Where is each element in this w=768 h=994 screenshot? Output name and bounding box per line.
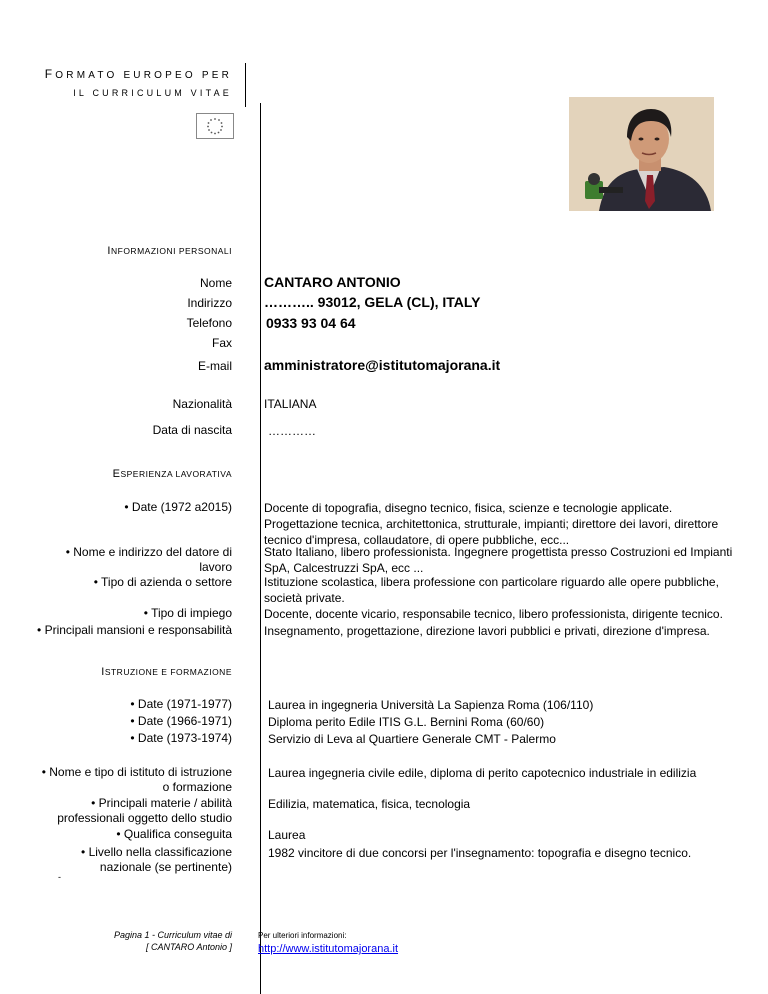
label-address: Indirizzo xyxy=(187,296,232,310)
section-education: ISTRUZIONE E FORMAZIONE xyxy=(101,666,232,678)
value-duties: Insegnamento, progettazione, direzione lavori pubblici e privati, direzione d'impresa. xyxy=(264,624,710,638)
label-edu-date-2: • Date (1966-1971) xyxy=(130,714,232,728)
label-duties: • Principali mansioni e responsabilità xyxy=(37,623,232,637)
label-fax: Fax xyxy=(211,336,232,350)
value-name: CANTARO ANTONIO xyxy=(264,274,401,290)
value-edu-date-2: Diploma perito Edile ITIS G.L. Bernini Roma (60/60) xyxy=(268,715,545,729)
footer-more-info: Per ulteriori informazioni: xyxy=(258,931,347,940)
label-job-type: • Tipo di impiego xyxy=(143,606,232,620)
stray-mark: - xyxy=(58,872,61,882)
section-work-experience: ESPERIENZA LAVORATIVA xyxy=(112,468,232,480)
label-experience-date: • Date (1972 a2015) xyxy=(124,500,232,514)
label-birthdate: Data di nascita xyxy=(152,423,232,437)
value-institute: Laurea ingegneria civile edile, diploma di perito capotecnico industriale in edilizia xyxy=(268,766,697,780)
value-subjects: Edilizia, matematica, fisica, tecnologia xyxy=(268,797,471,811)
label-institute: • Nome e tipo di istituto di istruzione o formazione xyxy=(41,765,232,794)
value-job-type: Docente, docente vicario, responsabile tecnico, libero professionista, dirigente tecnico. xyxy=(264,607,723,621)
value-phone: 0933 93 04 64 xyxy=(266,315,356,331)
value-address: ……….. 93012, GELA (CL), ITALY xyxy=(264,294,481,310)
label-qualification: • Qualifica conseguita xyxy=(116,827,232,841)
label-edu-date-3: • Date (1973-1974) xyxy=(130,731,232,745)
value-level: 1982 vincitore di due concorsi per l'insegnamento: topografia e disegno tecnico. xyxy=(268,846,692,860)
divider-top xyxy=(245,63,246,107)
value-birthdate: ………… xyxy=(268,424,316,438)
divider-main xyxy=(260,103,261,994)
value-email: amministratore@istitutomajorana.it xyxy=(264,357,501,373)
label-sector: • Tipo di azienda o settore xyxy=(93,575,232,589)
value-nationality: ITALIANA xyxy=(264,397,317,411)
value-qualification: Laurea xyxy=(268,828,306,842)
cv-title-line1: FORMATO EUROPEO PER xyxy=(44,67,232,81)
label-name: Nome xyxy=(199,276,232,290)
value-edu-date-1: Laurea in ingegneria Università La Sapienza Roma (106/110) xyxy=(268,698,594,712)
label-edu-date-1: • Date (1971-1977) xyxy=(130,697,232,711)
label-level: • Livello nella classificazione nazionale (se pertinente) xyxy=(81,845,232,874)
label-subjects: • Principali materie / abilità professionali oggetto dello studio xyxy=(57,796,232,825)
footer-page-info: Pagina 1 - Curriculum vitae di [ CANTARO Antonio ] xyxy=(113,930,232,952)
label-email: E-mail xyxy=(197,359,232,373)
cv-title-line2: IL CURRICULUM VITAE xyxy=(73,88,232,98)
value-experience-date: Docente di topografia, disegno tecnico, fisica, scienze e tecnologie applicate. Progettazione tecnica, architettonica, strutturale, impianti; direttore dei lavori, direttore tecnico d'impresa, collaudatore, di opere pubbliche, ecc... xyxy=(264,501,719,547)
value-sector: Istituzione scolastica, libera professione con particolare riguardo alle opere pubbliche, società private. xyxy=(264,575,719,605)
eu-flag-icon xyxy=(196,113,234,139)
value-employer: Stato Italiano, libero professionista. Ingegnere progettista presso Costruzioni ed Impianti SpA, Calcestruzzi SpA, ecc ... xyxy=(264,545,733,575)
label-phone: Telefono xyxy=(186,316,232,330)
profile-photo xyxy=(569,97,714,211)
website-link[interactable]: http://www.istitutomajorana.it xyxy=(258,943,399,955)
section-personal-info: INFORMAZIONI PERSONALI xyxy=(107,245,232,257)
label-nationality: Nazionalità xyxy=(172,397,232,411)
value-edu-date-3: Servizio di Leva al Quartiere Generale CMT - Palermo xyxy=(268,732,556,746)
label-employer: • Nome e indirizzo del datore di lavoro xyxy=(65,545,232,574)
